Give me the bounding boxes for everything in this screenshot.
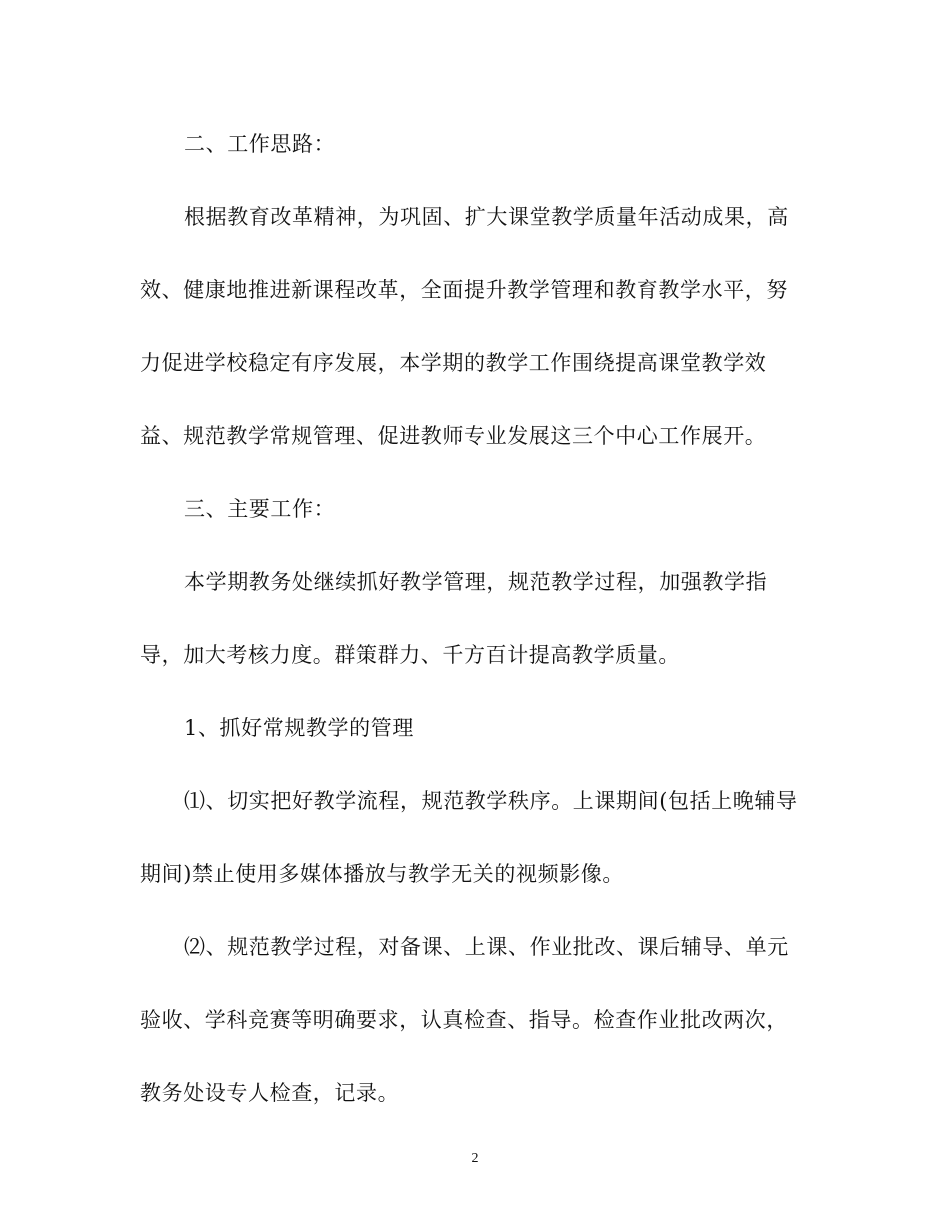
list-item-line: ⑵、规范教学过程，对备课、上课、作业批改、课后辅导、单元 [184, 935, 789, 959]
paragraph-line: 本学期教务处继续抓好教学管理，规范教学过程，加强教学指 [184, 570, 768, 594]
list-item-line: ⑴、切实把好教学流程，规范教学秩序。上课期间(包括上晚辅导 [184, 789, 798, 813]
section-heading-main-work: 三、主要工作： [184, 497, 336, 521]
paragraph-line: 效、健康地推进新课程改革，全面提升教学管理和教育教学水平，努 [140, 278, 788, 302]
paragraph-line: 根据教育改革精神，为巩固、扩大课堂教学质量年活动成果，高 [184, 205, 789, 229]
paragraph-line: 导，加大考核力度。群策群力、千方百计提高教学质量。 [140, 643, 680, 667]
list-item-line: 期间)禁止使用多媒体播放与教学无关的视频影像。 [140, 862, 624, 886]
section-heading-work-approach: 二、工作思路： [184, 132, 336, 156]
page-number: 2 [471, 1151, 479, 1166]
list-item-line: 教务处设专人检查，记录。 [140, 1081, 400, 1105]
paragraph-line: 益、规范教学常规管理、促进教师专业发展这三个中心工作展开。 [140, 424, 767, 448]
paragraph-line: 力促进学校稳定有序发展，本学期的教学工作围绕提高课堂教学效 [140, 351, 767, 375]
subsection-heading: 1、抓好常规教学的管理 [184, 716, 414, 740]
list-item-line: 验收、学科竞赛等明确要求，认真检查、指导。检查作业批改两次， [140, 1008, 788, 1032]
